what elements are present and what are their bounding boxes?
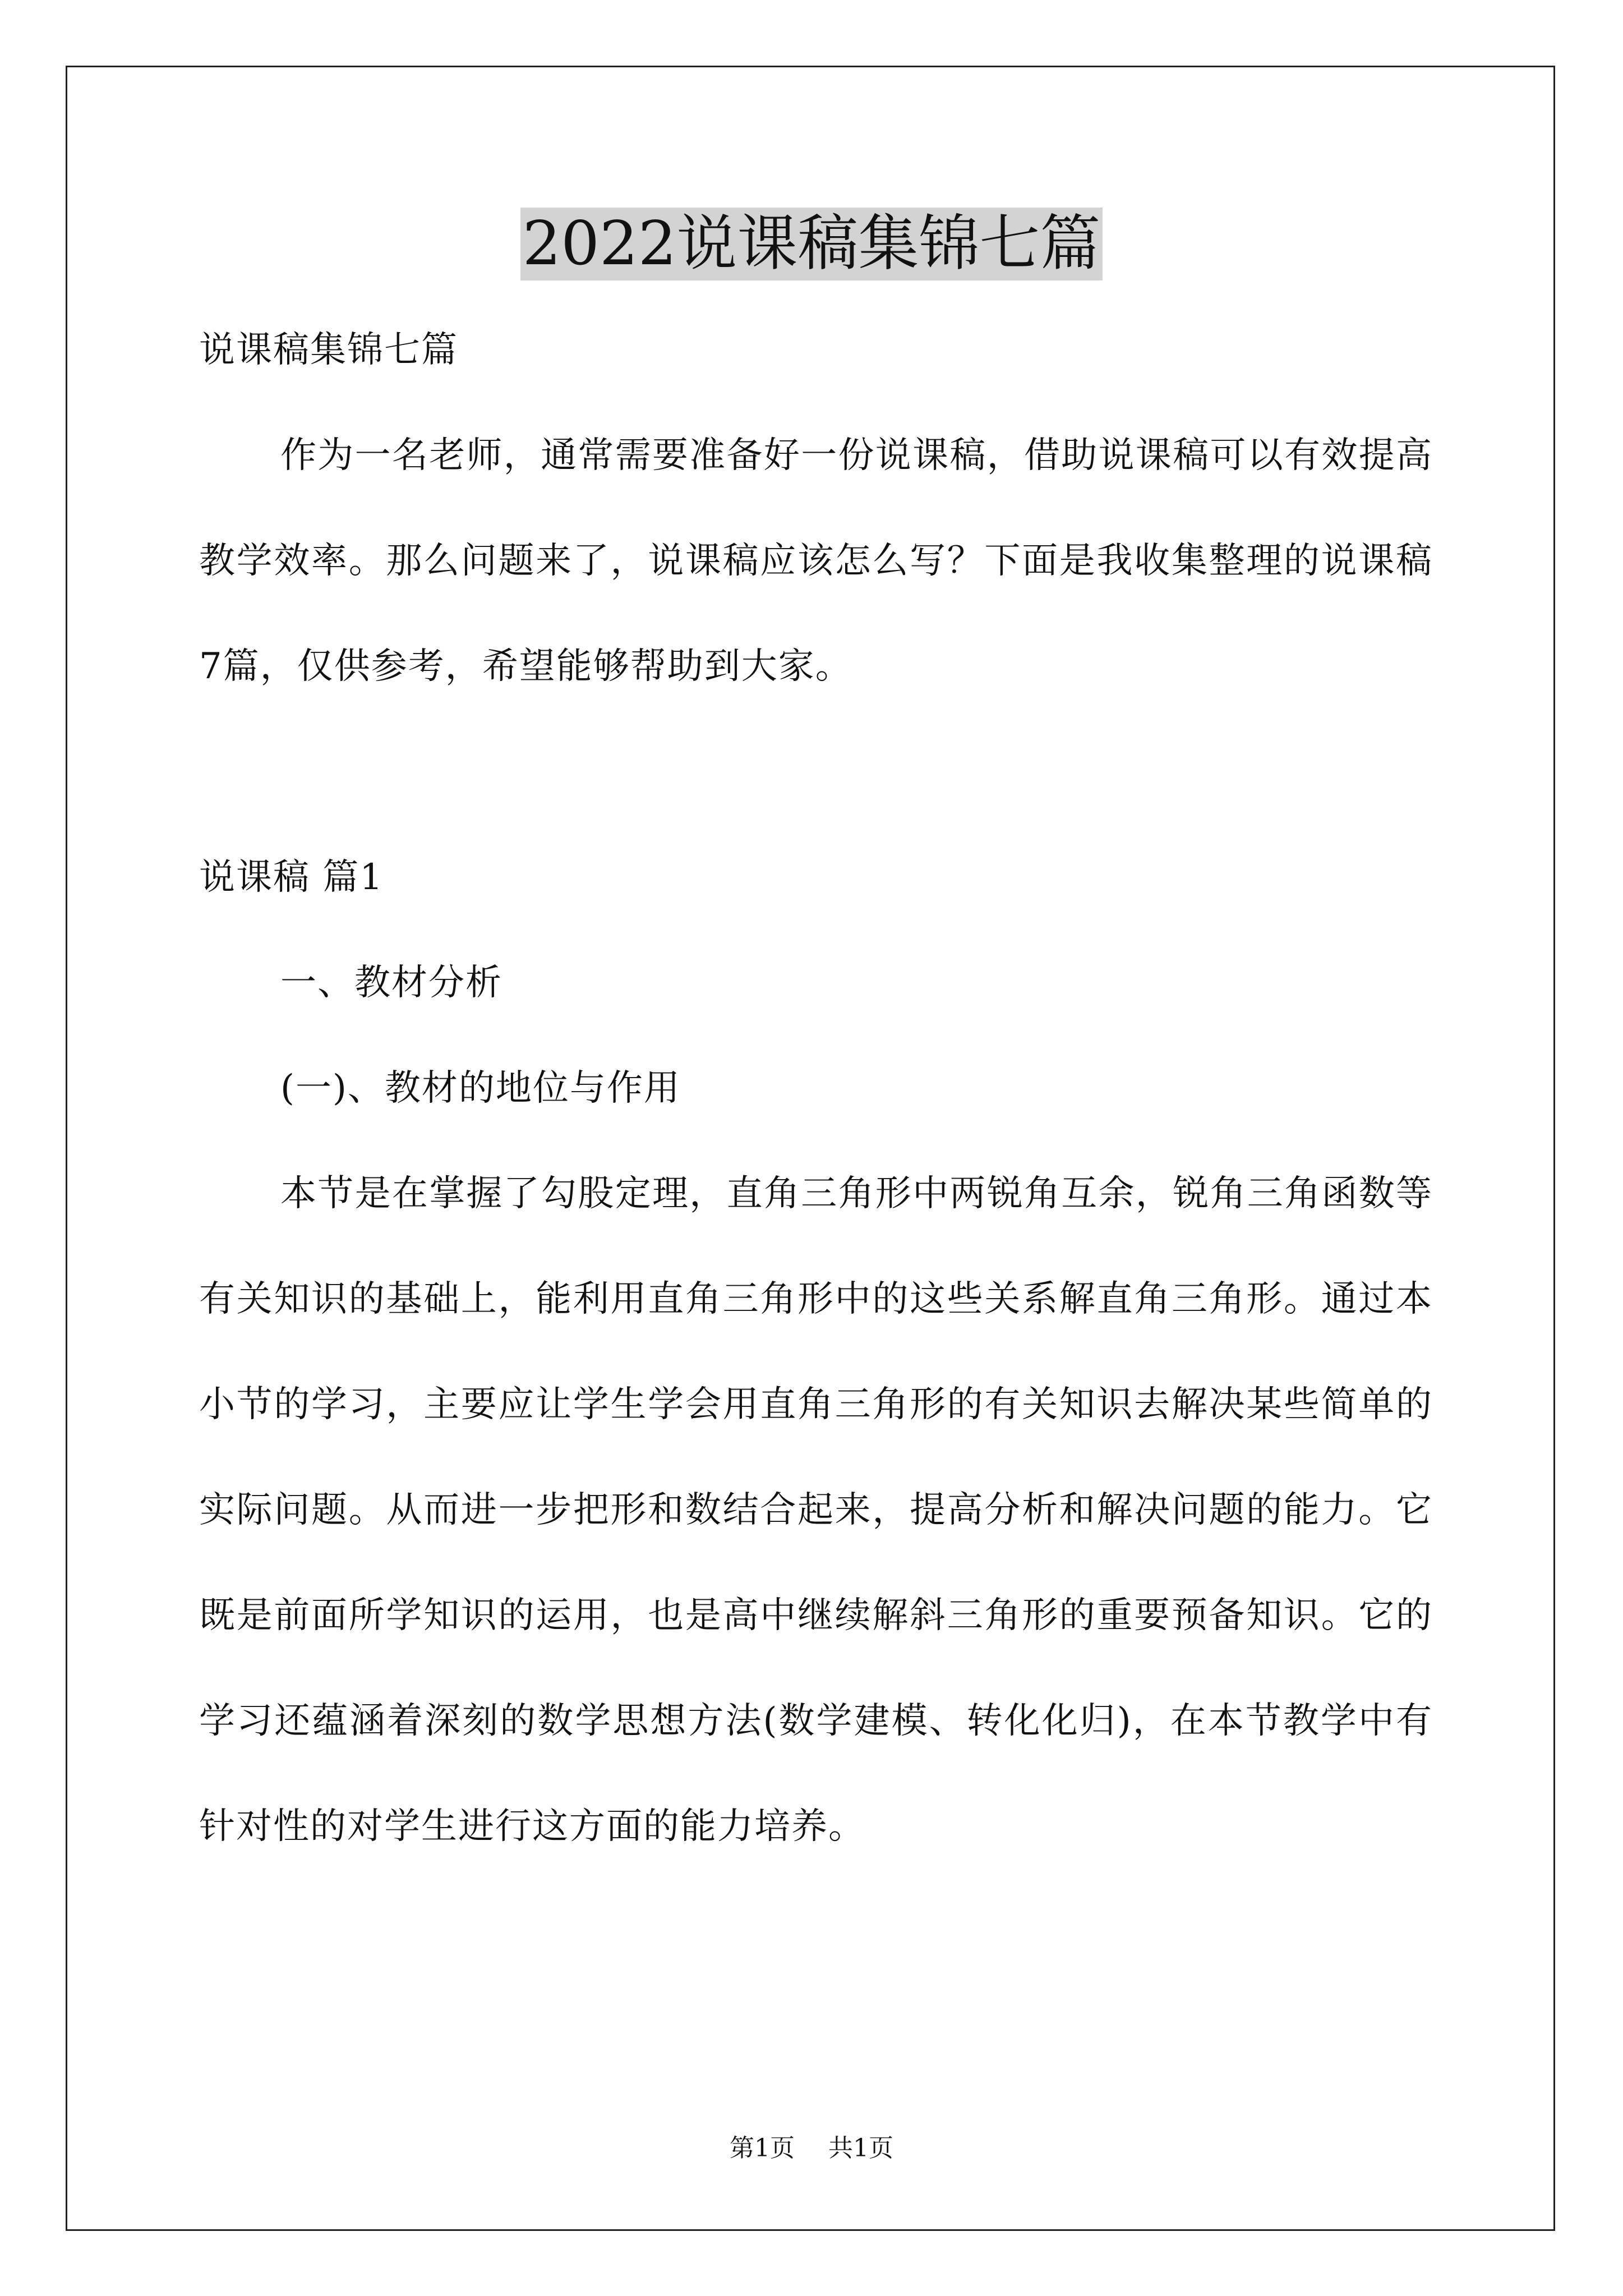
page-total: 共1页 [828, 2134, 893, 2162]
document-title: 2022说课稿集锦七篇 [520, 208, 1103, 280]
body-paragraph: 本节是在掌握了勾股定理，直角三角形中两锐角互余，锐角三角函数等有关知识的基础上，能利用直角三角形中的这些关系解直角三角形。通过本小节的学习，主要应让学生学会用直角三角形的有关知识去解决某些简单的实际问题。从而进一步把形和数结合起来，提高分析和解决问题的能力。它既是前面所学知识的运用，也是高中继续解斜三角形的重要预备知识。它的学习还蕴涵着深刻的数学思想方法(数学建模、转化化归)，在本节教学中有针对性的对学生进行这方面的能力培养。 [199, 1173, 1433, 1847]
document-body [199, 297, 1433, 1879]
intro-paragraph: 作为一名老师，通常需要准备好一份说课稿，借助说课稿可以有效提高教学效率。那么问题来了，说课稿应该怎么写？下面是我收集整理的说课稿7篇，仅供参考，希望能够帮助到大家。 [199, 435, 1433, 687]
section-heading: 说课稿 篇1 [199, 857, 384, 898]
page-number: 第1页 [730, 2134, 795, 2162]
section-heading-1: 一、教材分析 [280, 962, 502, 1004]
page-footer [0, 2132, 1623, 2165]
section-heading-2: (一)、教材的地位与作用 [280, 1068, 681, 1109]
document-title-wrapper [0, 208, 1623, 280]
document-subtitle: 说课稿集锦七篇 [199, 329, 458, 371]
